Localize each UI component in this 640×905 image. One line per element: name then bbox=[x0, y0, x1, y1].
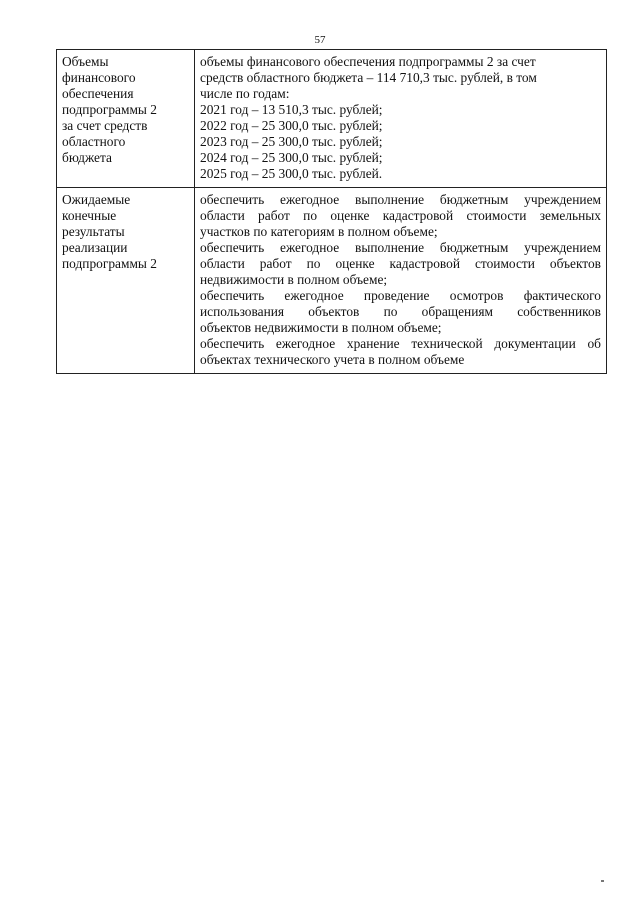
financing-year-line: 2022 год – 25 300,0 тыс. рублей; bbox=[200, 118, 383, 133]
expected-results-content-cell bbox=[195, 188, 607, 374]
expected-results-label-line: подпрограммы 2 bbox=[62, 256, 157, 271]
expected-results-line: объектов недвижимости в полном объеме; bbox=[200, 320, 442, 335]
financing-content-line: средств областного бюджета – 114 710,3 тыс. рублей, в том bbox=[200, 70, 537, 85]
financing-label-line: подпрограммы 2 bbox=[62, 102, 157, 117]
financing-year-line: 2024 год – 25 300,0 тыс. рублей; bbox=[200, 150, 383, 165]
expected-results-line: обеспечить ежегодное выполнение бюджетным учреждением bbox=[200, 240, 601, 255]
expected-results-label-line: конечные bbox=[62, 208, 117, 223]
expected-results-line: области работ по оценке кадастровой стоимости объектов bbox=[200, 256, 601, 271]
expected-results-line: обеспечить ежегодное выполнение бюджетным учреждением bbox=[200, 192, 601, 207]
financing-label-line: за счет средств bbox=[62, 118, 148, 133]
expected-results-label-line: Ожидаемые bbox=[62, 192, 131, 207]
expected-results-row bbox=[57, 188, 607, 374]
subprogram-passport-table bbox=[56, 49, 607, 374]
financing-row bbox=[57, 50, 607, 188]
expected-results-line: обеспечить ежегодное хранение технической документации об bbox=[200, 336, 601, 351]
expected-results-line: обеспечить ежегодное проведение осмотров фактического bbox=[200, 288, 601, 303]
financing-label-line: обеспечения bbox=[62, 86, 134, 101]
financing-content-line: числе по годам: bbox=[200, 86, 290, 101]
financing-label-line: областного bbox=[62, 134, 126, 149]
expected-results-line: области работ по оценке кадастровой стоимости земельных bbox=[200, 208, 601, 223]
expected-results-label-line: результаты bbox=[62, 224, 125, 239]
financing-label-cell bbox=[57, 50, 195, 188]
scan-speck bbox=[601, 880, 604, 882]
financing-year-line: 2021 год – 13 510,3 тыс. рублей; bbox=[200, 102, 383, 117]
financing-year-line: 2023 год – 25 300,0 тыс. рублей; bbox=[200, 134, 383, 149]
financing-content-cell bbox=[195, 50, 607, 188]
financing-label-line: Объемы bbox=[62, 54, 109, 69]
expected-results-line: использования объектов по обращениям собственников bbox=[200, 304, 601, 319]
expected-results-line: участков по категориям в полном объеме; bbox=[200, 224, 438, 239]
expected-results-label-cell bbox=[57, 188, 195, 374]
financing-content-line: объемы финансового обеспечения подпрограммы 2 за счет bbox=[200, 54, 536, 69]
expected-results-line: объектах технического учета в полном объеме bbox=[200, 352, 465, 367]
financing-label-line: бюджета bbox=[62, 150, 112, 165]
page-number: 57 bbox=[314, 34, 326, 46]
expected-results-line: недвижимости в полном объеме; bbox=[200, 272, 388, 287]
financing-label-line: финансового bbox=[62, 70, 136, 85]
expected-results-label-line: реализации bbox=[62, 240, 128, 255]
financing-year-line: 2025 год – 25 300,0 тыс. рублей. bbox=[200, 166, 383, 181]
